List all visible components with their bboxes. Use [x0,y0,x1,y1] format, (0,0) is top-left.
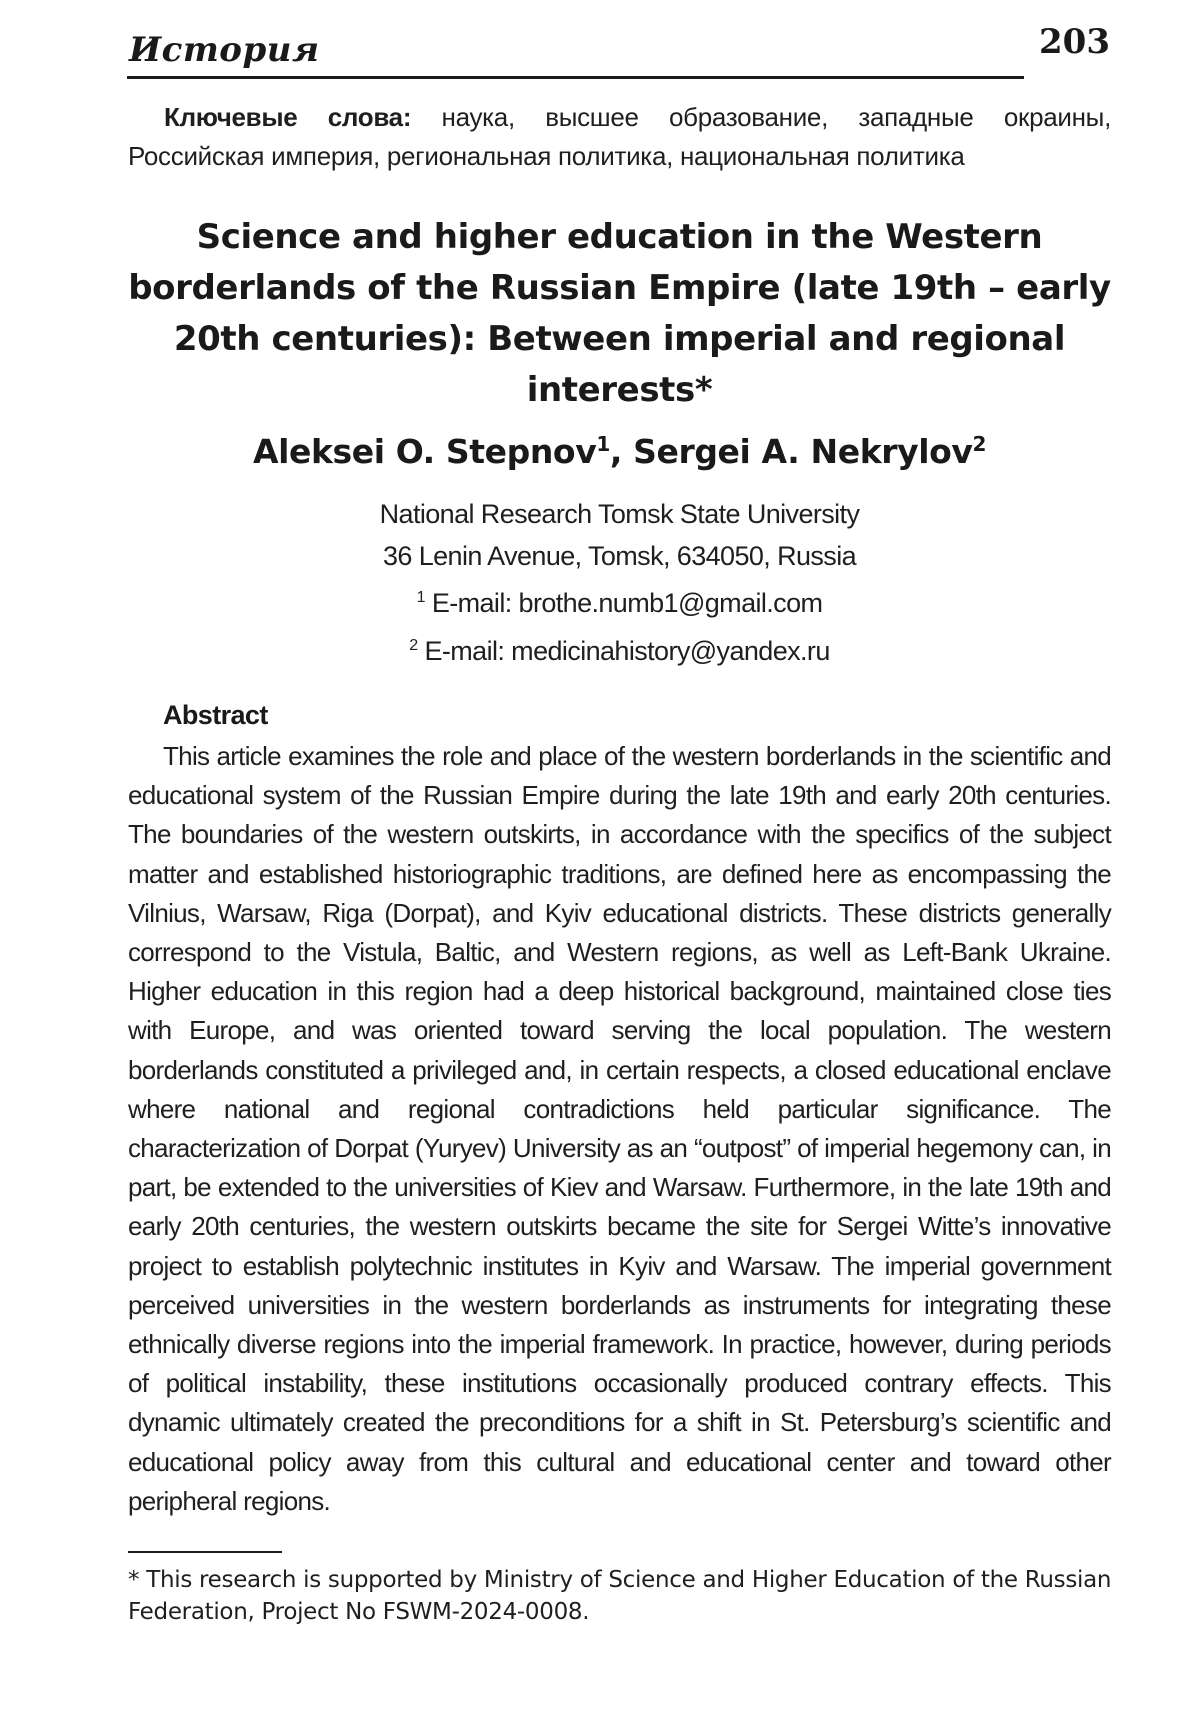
email-text: E-mail: brothe.numb1@gmail.com [431,588,823,618]
abstract-body: This article examines the role and place of the western borderlands in the scientific and educational system of the Russian Empire during the late 19th and early 20th centuries. The boundaries of the western outskirts, in accordance with the specifics of the subject matter and established historiographic traditions, are defined here as encompassing the Vilnius, Warsaw, Riga (Dorpat), and Kyiv educational districts. These districts generally correspond to the Vistula, Baltic, and Western regions, as well as Left-Bank Ukraine. Higher education in this region had a deep historical background, maintained close ties with Europe, and was oriented toward serving the local population. The western borderlands constituted a privileged and, in certain respects, a closed educational enclave where national and regional contradictions held particular significance. The characterization of Dorpat (Yuryev) University as an “outpost” of imperial hegemony can, in part, be extended to the universities of Kiev and Warsaw. Furthermore, in the late 19th and early 20th centuries, the western outskirts became the site for Sergei Witte’s innovative project to establish polytechnic institutes in Kyiv and Warsaw. The imperial government perceived universities in the western borderlands as instruments for integrating these ethnically diverse regions into the imperial framework. In practice, however, during periods of political instability, these institutions occasionally produced contrary effects. This dynamic ultimately created the preconditions for a shift in St. Petersburg’s scientific and educational policy away from this cultural and educational center and toward other peripheral regions. [128,741,1111,1516]
affiliation-address: 36 Lenin Avenue, Tomsk, 634050, Russia [382,541,857,571]
author-affiliation-mark: 2 [972,432,987,456]
footnote: * This research is supported by Ministry of Science and Higher Education of the Russian Federation, Project No FSWM-2024-0008. [128,1567,1112,1625]
footnote-rule [128,1551,282,1553]
author-email [128,585,1111,621]
keywords-label: Ключевые слова: [164,102,412,132]
author-separator: , [609,432,634,471]
keywords [128,98,1111,176]
author-name: Aleksei O. Stepnov [252,432,597,471]
section-name: История [129,30,320,70]
author-affiliation-mark: 1 [596,432,610,456]
authors [128,430,1111,474]
author-name: Sergei A. Nekrylov [633,432,973,471]
keywords-text: наука, высшее образование, западные окраины, Российская империя, региональная политика, национальная политика [128,102,1111,171]
email-mark: 2 [409,637,418,654]
running-header [127,20,1112,80]
header-rule [127,76,1024,79]
page-number: 203 [1039,22,1110,62]
abstract-heading: Abstract [163,700,268,730]
article-title: Science and higher education in the Western borderlands of the Russian Empire (late 19th – early 20th centuries): Between imperial and regional interests* [128,217,1111,410]
email-text: E-mail: medicinahistory@yandex.ru [424,636,830,666]
email-mark: 1 [416,589,425,606]
affiliation-institution: National Research Tomsk State University [379,499,860,529]
author-email [128,633,1111,669]
